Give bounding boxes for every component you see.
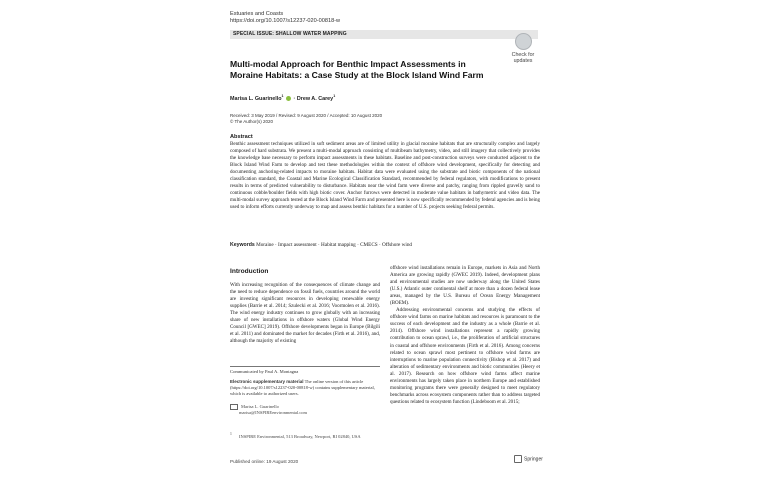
check-updates-line2: updates bbox=[513, 58, 533, 64]
check-updates-line1: Check for bbox=[511, 52, 535, 58]
publisher-name: Springer bbox=[524, 456, 543, 463]
footnote-divider bbox=[230, 366, 380, 367]
corr-name: Marisa L. Guarinello bbox=[241, 404, 279, 410]
envelope-icon bbox=[230, 404, 238, 410]
introduction-heading: Introduction bbox=[230, 268, 269, 275]
intro-right-column bbox=[390, 265, 540, 406]
publisher-logo bbox=[514, 455, 543, 463]
esm-text: The online version of this article (https://doi.org/10.1007/s12237-020-00818-w) contains supplementary material, which is available to authorized users. bbox=[230, 379, 375, 396]
affil-sup: 1 bbox=[230, 432, 232, 436]
copyright: © The Author(s) 2020 bbox=[230, 119, 274, 124]
journal-name: Estuaries and Coasts bbox=[230, 11, 284, 17]
esm-label: Electronic supplementary material bbox=[230, 379, 304, 384]
affil-text: INSPIRE Environmental, 513 Broadway, Newport, RI 02840, USA bbox=[239, 433, 361, 439]
corresponding-author bbox=[230, 404, 307, 416]
abstract-text: Benthic assessment techniques utilized in soft sediment areas are of limited utility in glacial moraine habitats that are structurally complex and largely composed of hard substrata. We present a multi-modal approach consisting of multibeam bathymetry, video, and still imagery that collectively provides the knowledge base necessary to perform impact assessments in these habitats. Baseline and post-construction surveys were conducted adjacent to the Block Island Wind Farm to develop and test these methodologies within the context of offshore wind development, specifically for detecting and documenting anchoring-related impacts to moraine habitats. Habitat data were evaluated using the substrate and biotic components of the national classification standard, the Coastal and Marine Ecological Classification Standard, recommended by federal regulators, with modifications to present results in terms of predicted vulnerability to disturbance. Habitats near the wind farm were diverse and patchy, ranging from rippled gravelly sand to continuous cobble/boulder fields with high biotic cover. Anchor furrows were detected in moderate value habitats in bathymetric and video data. The multi-modal survey approach tested at the Block Island Wind Farm and presented here is now specifically recommended by federal agencies and is being used to inform efforts currently underway to map and assess benthic habitats for a number of U.S. projects seeking federal permits. bbox=[230, 141, 540, 211]
author-1[interactable]: Marisa L. Guarinello bbox=[230, 95, 282, 102]
bookmark-icon bbox=[515, 33, 532, 50]
doi-link[interactable]: https://doi.org/10.1007/s12237-020-00818-w bbox=[230, 18, 341, 24]
journal-header bbox=[230, 11, 340, 25]
intro-right-para-1: offshore wind installations remain in Europe, markets in Asia and North America are growing rapidly (GWEC 2019). Indeed, development plans and environmental studies are now underway along the United States (U.S.) Atlantic outer continental shelf at more than a dozen federal lease areas, managed by the U.S. Bureau of Ocean Energy Management (BOEM). bbox=[390, 265, 540, 307]
abstract-heading: Abstract bbox=[230, 134, 253, 140]
springer-horse-icon bbox=[514, 455, 522, 463]
special-issue-banner: SPECIAL ISSUE: SHALLOW WATER MAPPING bbox=[230, 30, 538, 39]
affiliation bbox=[230, 432, 361, 439]
paper-title: Multi-modal Approach for Benthic Impact Assessments in Moraine Habitats: a Case Study at the Block Island Wind Farm bbox=[230, 59, 484, 80]
author-2-affil: 1 bbox=[333, 94, 336, 98]
keywords-label: Keywords bbox=[230, 242, 255, 248]
corr-email[interactable]: marisa@INSPIREenvironmental.com bbox=[239, 410, 308, 416]
intro-left-column: With increasing recognition of the consequences of climate change and the need to reduce dependence on fossil fuels, countries around the world are investing significant resources in developing renewable energy supplies (Barrie et al. 2014; Szulecki et al. 2016; Voormolen et al. 2016). The wind energy industry continues to grow globally with an increasing share of new installations in offshore waters (Global Wind Energy Council [GWEC] 2019). Offshore developments began in Europe (Bilgili et al. 2011) and dominated the market for decades (Firth et al. 2016), and, although the majority of existing bbox=[230, 282, 380, 345]
keywords-line bbox=[230, 242, 412, 248]
author-2[interactable]: · Drew A. Carey bbox=[293, 95, 334, 102]
history-dates: Received: 3 May 2019 / Revised: 9 August 2020 / Accepted: 10 August 2020 bbox=[230, 113, 383, 118]
supplementary-note bbox=[230, 379, 380, 397]
orcid-icon[interactable] bbox=[286, 96, 291, 101]
published-online: Published online: 19 August 2020 bbox=[230, 459, 299, 464]
intro-right-para-2: Addressing environmental concerns and studying the effects of offshore wind farms on marine habitats and resources is paramount to the success of each development and the industry as a whole (Barrie et al. 2014). Offshore wind installations represent a rapidly growing contribution to ocean sprawl, i.e., the proliferation of artificial structures in coastal and offshore environments (Firth et al. 2016). Among concerns related to ocean sprawl most pertinent to offshore wind farms are interruptions to marine population connectivity (Bishop et al. 2017) and alteration of sedimentary environments and biotic communities (Heery et al. 2017). Research on how offshore wind farms affect marine environments has largely taken place in northern Europe and established monitoring programs there were generally designed to meet regulatory benchmarks across ecosystem components rather than to address targeted questions related to ecosystem function (Lindeboom et al. 2015; bbox=[390, 307, 540, 405]
author-1-affil: 1 bbox=[281, 94, 284, 98]
check-updates-label bbox=[506, 52, 540, 64]
check-for-updates-badge[interactable] bbox=[506, 33, 540, 69]
keywords-list: Moraine · Impact assessment · Habitat mapping · CMECS · Offshore wind bbox=[256, 242, 413, 248]
article-dates bbox=[230, 113, 382, 125]
author-line bbox=[230, 94, 335, 102]
communicated-by: Communicated by Paul A. Montagna bbox=[230, 369, 299, 374]
